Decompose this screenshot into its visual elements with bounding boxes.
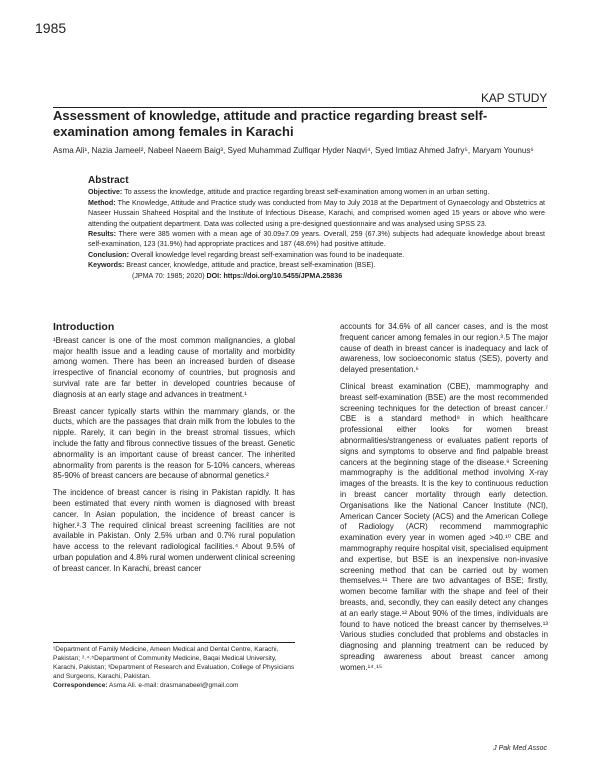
- journal-name: J Pak Med Assoc: [493, 745, 547, 752]
- abstract-objective: [88, 187, 545, 197]
- abstract-citation: [88, 271, 545, 281]
- abstract-method: [88, 198, 545, 229]
- article-title: Assessment of knowledge, attitude and practice regarding breast self-examination among females in Karachi: [53, 108, 488, 139]
- abstract-conclusion: [88, 250, 545, 260]
- abstract-results: [88, 229, 545, 250]
- keywords-text: Breast cancer, knowledge, attitude and practice, breast self-examination (BSE).: [124, 261, 376, 270]
- paragraph: Clinical breast examination (CBE), mammography and breast self-examination (BSE) are the most recommended screening techniques for the detection of breast cancer.⁷ CBE is a standard method⁸ in which healthcare professional either looks for women breast abnormalities/strangeness or evaluates patient reports of signs and symptoms to observe and find palpable breast cancers at the beginning stage of the disease.⁹ Screening mammography is the additional method involving X-ray images of the breasts. It is the key to continuous reduction in breast cancer mortality through early detection. Organisations like the National Cancer Institute (NCI), American Cancer Society (ACS) and the American College of Radiology (ACR) recommend mammographic examination every year in women aged >40.¹⁰ CBE and mammography require hospital visit, specialised equipment and expertise, but BSE is an inexpensive non-invasive screening method that can be carried out by women themselves.¹¹ There are two advantages of BSE; firstly, women become familiar with the shape and feel of their breasts, and, secondly, they can easily detect any changes at an early stage.¹² About 90% of the times, individuals are found to have noticed the breast cancer by themselves.¹³ Various studies concluded that problems and obstacles in diagnosing and planning treatment can be reduced by spreading awareness about breast cancer among women.¹⁴˒¹⁵: [340, 381, 548, 672]
- right-column: [340, 322, 548, 680]
- paragraph: accounts for 34.6% of all cancer cases, and is the most frequent cancer among females in our region.³˒5 The major cause of death in breast cancer is inadequacy and lack of awareness, low socioeconomic status (SES), poverty and delayed presentation.⁶: [340, 322, 548, 375]
- doi-link[interactable]: DOI: https://doi.org/10.5455/JPMA.25836: [206, 271, 343, 280]
- paragraph: Breast cancer typically starts within the mammary glands, or the ducts, which are the passages that drain milk from the lobules to the nipple. Rarely, it can begin in the breast stromal tissues, which include the fatty and fibrous connective tissues of the breast. Genetic abnormality is an important cause of breast cancer. The inherited abnormality from parents is the reason for 5-10% cancers, whereas 85-90% of breast cancers are because of abnormal genetics.²: [53, 406, 295, 481]
- objective-text: To assess the knowledge, attitude and practice regarding breast self-examination among women in an urban setting.: [122, 188, 490, 197]
- introduction-heading: Introduction: [53, 321, 115, 333]
- footnotes: [53, 642, 295, 690]
- correspondence-label: Correspondence:: [53, 682, 108, 689]
- correspondence-text: Asma Ali. e-mail: drasmanabeel@gmail.com: [107, 682, 239, 689]
- method-text: The Knowledge, Attitude and Practice study was conducted from May to July 2018 at the Department of Gynaecology and Obstetrics at Naseer Hussain Shaheed Hospital and the Institute of Infectious Disease, Karachi, and comprised women aged 15 years or above who were attending the outpatient department. Data was collected using a pre-designed questionnaire and was analysed using SPSS 23.: [88, 198, 545, 228]
- abstract-heading: Abstract: [88, 175, 129, 186]
- abstract: [88, 176, 545, 281]
- correspondence: [53, 681, 295, 690]
- method-label: Method:: [88, 198, 116, 207]
- citation-text: (JPMA 70: 1985; 2020): [132, 271, 207, 280]
- objective-label: Objective:: [88, 188, 123, 197]
- page-number: 1985: [35, 20, 67, 36]
- section-tag: KAP STUDY: [481, 91, 547, 105]
- paragraph: ¹Breast cancer is one of the most common malignancies, a global major health issue and a leading cause of mortality and morbidity among women. There has been an increased burden of disease irrespective of financial economy of countries, but prognosis and survival rate are far better in developed countries because of diagnosis at an early stage and advances in treatment.¹: [53, 335, 295, 399]
- author-list: Asma Ali¹, Nazia Jameel², Nabeel Naeem Baig³, Syed Muhammad Zulfiqar Hyder Naqvi⁴, Syed Imtiaz Ahmed Jafry⁵, Maryam Younus⁶: [53, 146, 534, 155]
- conclusion-label: Conclusion:: [88, 250, 129, 259]
- abstract-keywords: [88, 260, 545, 270]
- conclusion-text: Overall knowledge level regarding breast self-examination was found to be inadequate.: [128, 250, 405, 259]
- results-text: There were 385 women with a mean age of 30.09±7.09 years. Overall, 259 (67.3%) subjects had adequate knowledge about breast self-examination, 123 (31.9%) had appropriate practices and 187 (48.6%) had positive attitude.: [88, 230, 545, 249]
- results-label: Results:: [88, 230, 116, 239]
- affiliations: ¹Department of Family Medicine, Ameen Medical and Dental Centre, Karachi, Pakistan; ²˒⁴˒⁵Department of Community Medicine, Baqai Medical University, Karachi, Pakistan; ³Department of Research and Evaluation, College of Physicians and Surgeons, Karachi, Pakistan.: [53, 646, 295, 680]
- paragraph: The incidence of breast cancer is rising in Pakistan rapidly. It has been estimated that every ninth women is diagnosed with breast cancer. In Asian population, the incidence of breast cancer is higher.²˒3 The required clinical breast screening facilities are not available in Pakistan. Only 2.5% urban and 0.7% rural population have access to the relevant radiological facilities.⁴ About 9.5% of urban population and 4.8% rural women underwent clinical screening of breast cancer. In Karachi, breast cancer: [53, 488, 295, 573]
- keywords-label: Keywords:: [88, 261, 125, 270]
- left-column: [53, 322, 295, 581]
